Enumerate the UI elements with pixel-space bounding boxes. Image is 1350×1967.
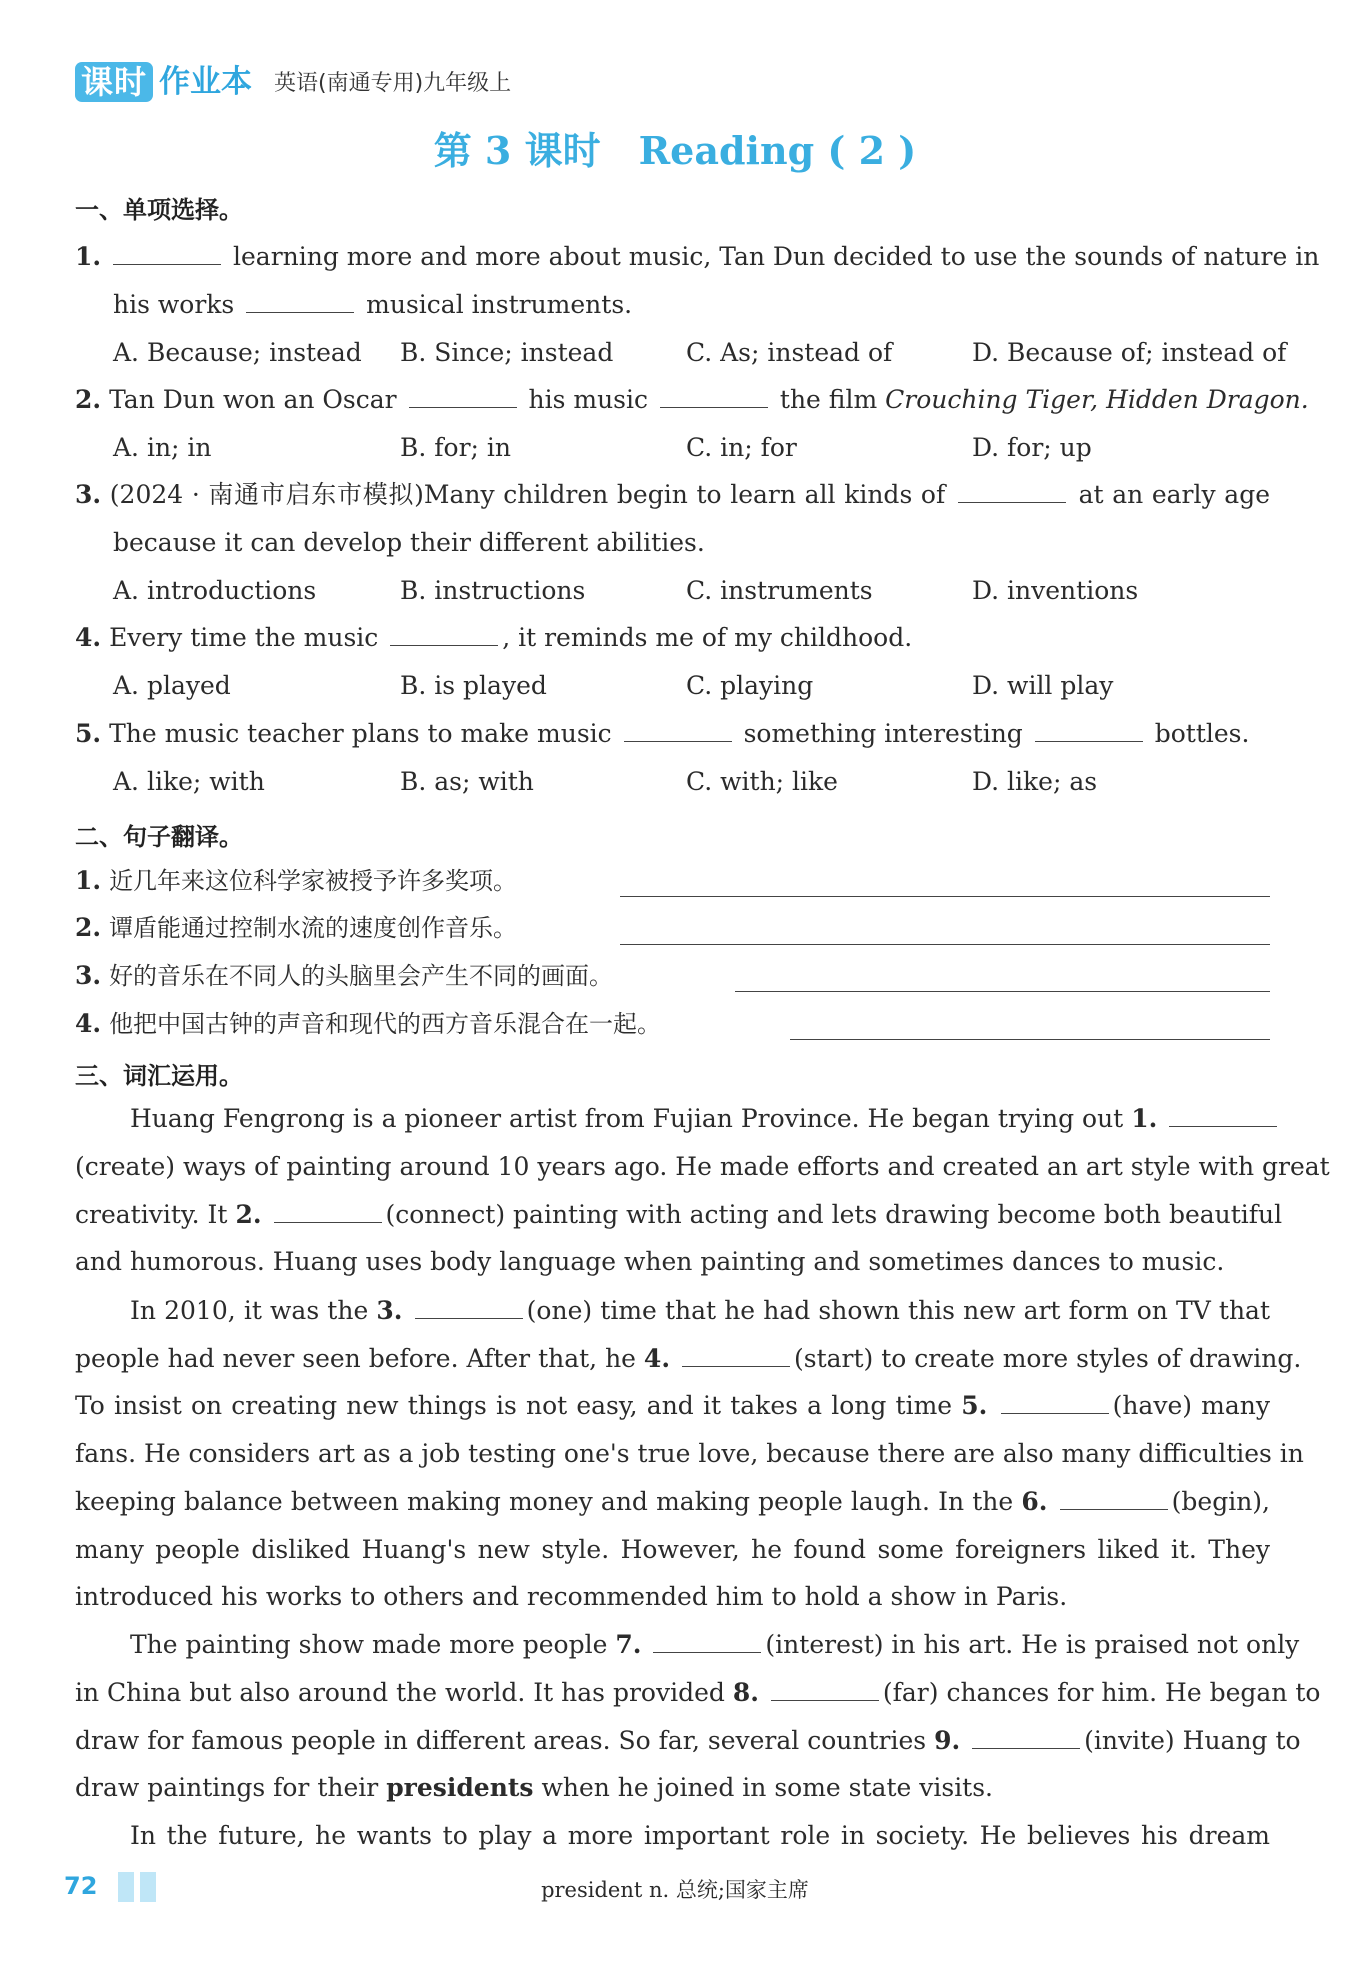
option-d[interactable]: D. inventions bbox=[972, 576, 1139, 605]
translation-item: 1. 近几年来这位科学家被授予许多奖项。 bbox=[75, 866, 518, 895]
question-2-line-1: 2. Tan Dun won an Oscar his music the film Crouching Tiger, Hidden Dragon. bbox=[75, 385, 1309, 414]
passage-line: draw paintings for their presidents when he joined in some state visits. bbox=[75, 1773, 994, 1802]
question-5-line-1: 5. The music teacher plans to make music something interesting bottles. bbox=[75, 719, 1250, 748]
passage-line: people had never seen before. After that, he 4. (start) to create more styles of drawing. bbox=[75, 1344, 1302, 1373]
passage-line: creativity. It 2. (connect) painting with acting and lets drawing become both beautiful bbox=[75, 1200, 1283, 1229]
blank[interactable] bbox=[682, 1342, 790, 1367]
blank[interactable] bbox=[653, 1628, 761, 1653]
option-c[interactable]: C. playing bbox=[686, 671, 814, 700]
option-d[interactable]: D. Because of; instead of bbox=[972, 338, 1287, 367]
option-a[interactable]: A. played bbox=[113, 671, 231, 700]
logo-mark: 课时 bbox=[75, 62, 153, 102]
passage-line: In 2010, it was the 3. (one) time that he had shown this new art form on TV that bbox=[130, 1296, 1271, 1325]
passage-line: Huang Fengrong is a pioneer artist from Fujian Province. He began trying out 1. bbox=[130, 1102, 1270, 1136]
question-4-line-1: 4. Every time the music , it reminds me of my childhood. bbox=[75, 623, 913, 652]
answer-line[interactable] bbox=[790, 1039, 1270, 1040]
logo-text: 作业本 bbox=[159, 64, 253, 100]
passage-line: and humorous. Huang uses body language when painting and sometimes dances to music. bbox=[75, 1247, 1225, 1276]
translation-item: 4. 他把中国古钟的声音和现代的西方音乐混合在一起。 bbox=[75, 1009, 662, 1038]
keyword-presidents: presidents bbox=[386, 1773, 534, 1802]
question-1-line-2: his works musical instruments. bbox=[113, 290, 633, 319]
blank[interactable] bbox=[390, 621, 498, 646]
blank[interactable] bbox=[624, 717, 732, 742]
translation-item: 2. 谭盾能通过控制水流的速度创作音乐。 bbox=[75, 913, 518, 942]
option-a[interactable]: A. introductions bbox=[113, 576, 317, 605]
question-3-line-1: 3. (2024 · 南通市启东市模拟)Many children begin to learn all kinds of at an early age bbox=[75, 480, 1270, 509]
answer-line[interactable] bbox=[620, 896, 1270, 897]
passage-line: in China but also around the world. It has provided 8. (far) chances for him. He began to bbox=[75, 1678, 1321, 1707]
blank[interactable] bbox=[1169, 1102, 1277, 1127]
blank[interactable] bbox=[415, 1294, 523, 1319]
passage-line: fans. He considers art as a job testing one's true love, because there are also many difficulties in bbox=[75, 1439, 1304, 1468]
blank[interactable] bbox=[246, 288, 354, 313]
page-number: 72 bbox=[64, 1872, 98, 1900]
lesson-title: 第 3 课时 Reading ( 2 ) bbox=[433, 128, 917, 173]
book-title: 英语(南通专用)九年级上 bbox=[274, 71, 512, 96]
option-a[interactable]: A. like; with bbox=[113, 767, 265, 796]
option-b[interactable]: B. for; in bbox=[400, 433, 511, 462]
blank[interactable] bbox=[1060, 1485, 1168, 1510]
blank[interactable] bbox=[660, 383, 768, 408]
option-a[interactable]: A. in; in bbox=[113, 433, 212, 462]
passage-line: (create) ways of painting around 10 years ago. He made efforts and created an art style with great bbox=[75, 1152, 1330, 1181]
blank[interactable] bbox=[1035, 717, 1143, 742]
passage-line: keeping balance between making money and making people laugh. In the 6. (begin), bbox=[75, 1487, 1271, 1516]
passage-line: In the future, he wants to play a more important role in society. He believes his dream bbox=[130, 1821, 1270, 1850]
passage-line: introduced his works to others and recommended him to hold a show in Paris. bbox=[75, 1582, 1068, 1611]
option-c[interactable]: C. instruments bbox=[686, 576, 873, 605]
passage-line: many people disliked Huang's new style. However, he found some foreigners liked it. They bbox=[75, 1535, 1270, 1564]
footnote: president n. 总统;国家主席 bbox=[541, 1878, 809, 1902]
blank[interactable] bbox=[113, 240, 221, 265]
option-b[interactable]: B. is played bbox=[400, 671, 547, 700]
blank[interactable] bbox=[958, 478, 1066, 503]
header bbox=[75, 56, 511, 102]
blank[interactable] bbox=[972, 1724, 1080, 1749]
passage-line: draw for famous people in different areas. So far, several countries 9. (invite) Huang to bbox=[75, 1726, 1301, 1755]
option-c[interactable]: C. in; for bbox=[686, 433, 797, 462]
passage-line: The painting show made more people 7. (interest) in his art. He is praised not only bbox=[130, 1630, 1300, 1659]
blank[interactable] bbox=[274, 1198, 382, 1223]
option-b[interactable]: B. Since; instead bbox=[400, 338, 614, 367]
blank[interactable] bbox=[409, 383, 517, 408]
answer-line[interactable] bbox=[735, 991, 1270, 992]
option-d[interactable]: D. will play bbox=[972, 671, 1114, 700]
option-b[interactable]: B. instructions bbox=[400, 576, 586, 605]
option-c[interactable]: C. with; like bbox=[686, 767, 838, 796]
blank[interactable] bbox=[1001, 1389, 1109, 1414]
question-3-line-2: because it can develop their different abilities. bbox=[113, 528, 705, 557]
section-title: 二、句子翻译。 bbox=[75, 823, 243, 851]
section-title: 三、词汇运用。 bbox=[75, 1062, 243, 1090]
question-1-line-1: 1. learning more and more about music, Tan Dun decided to use the sounds of nature in bbox=[75, 242, 1320, 271]
option-c[interactable]: C. As; instead of bbox=[686, 338, 893, 367]
passage-line: To insist on creating new things is not easy, and it takes a long time 5. (have) many bbox=[75, 1391, 1271, 1420]
answer-line[interactable] bbox=[620, 944, 1270, 945]
option-a[interactable]: A. Because; instead bbox=[113, 338, 362, 367]
option-b[interactable]: B. as; with bbox=[400, 767, 534, 796]
section-title: 一、单项选择。 bbox=[75, 196, 243, 224]
translation-item: 3. 好的音乐在不同人的头脑里会产生不同的画面。 bbox=[75, 961, 614, 990]
option-d[interactable]: D. for; up bbox=[972, 433, 1092, 462]
option-d[interactable]: D. like; as bbox=[972, 767, 1098, 796]
blank[interactable] bbox=[771, 1676, 879, 1701]
